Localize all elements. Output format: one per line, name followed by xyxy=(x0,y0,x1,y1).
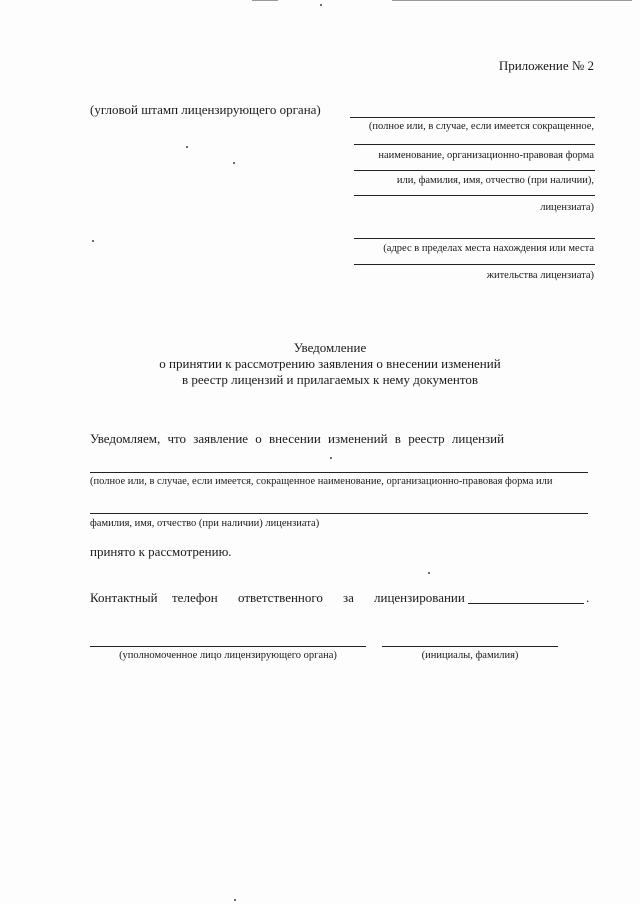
licensee-name-hint-2: фамилия, имя, отчество (при наличии) лицензиата) xyxy=(90,518,320,529)
licensee-name-hint-1: (полное или, в случае, если имеется, сокращенное наименование, организационно-правовая форма или xyxy=(90,476,553,487)
addressee-hint-4: лицензиата) xyxy=(540,202,594,213)
addressee-line-2 xyxy=(354,144,595,145)
contact-word-3: ответственного xyxy=(238,590,323,605)
phone-field-line xyxy=(468,603,584,604)
contact-word-1: Контактный xyxy=(90,590,158,605)
contact-word-5: лицензировании xyxy=(374,590,465,605)
addressee-hint-6: жительства лицензиата) xyxy=(486,270,594,281)
scan-speck xyxy=(233,162,235,164)
signature-hint-right: (инициалы, фамилия) xyxy=(421,650,519,661)
scan-speck xyxy=(330,457,332,459)
addressee-hint-3: или, фамилия, имя, отчество (при наличии), xyxy=(396,175,594,186)
addressee-hint-1: (полное или, в случае, если имеется сокращенное, xyxy=(368,121,594,132)
top-mark-line-right xyxy=(392,0,632,1)
contact-end-period: . xyxy=(586,590,590,605)
accepted-text: принято к рассмотрению. xyxy=(90,544,232,559)
addressee-line-3 xyxy=(354,170,595,171)
notice-text: Уведомляем, что заявление о внесении изменений в реестр лицензий xyxy=(90,431,505,446)
addressee-line-4 xyxy=(354,195,595,196)
addressee-hint-5: (адрес в пределах места нахождения или места xyxy=(383,243,594,254)
licensee-name-line-2 xyxy=(90,513,588,514)
addressee-line-5 xyxy=(354,238,595,239)
addressee-hint-2: наименование, организационно-правовая форма xyxy=(378,150,594,161)
signature-line-left xyxy=(90,646,366,647)
contact-word-2: телефон xyxy=(172,590,218,605)
corner-stamp-label: (угловой штамп лицензирующего органа) xyxy=(90,102,321,117)
scan-speck xyxy=(234,899,236,901)
document-subtitle-2: в реестр лицензий и прилагаемых к нему документов xyxy=(182,372,478,387)
appendix-label: Приложение № 2 xyxy=(498,58,594,73)
signature-line-right xyxy=(382,646,558,647)
scan-speck xyxy=(92,240,94,242)
scan-speck xyxy=(320,4,322,6)
document-subtitle-1: о принятии к рассмотрению заявления о внесении изменений xyxy=(159,356,501,371)
top-mark-line xyxy=(252,0,278,1)
signature-hint-left: (уполномоченное лицо лицензирующего органа) xyxy=(119,650,337,661)
licensee-name-line-1 xyxy=(90,472,588,473)
scan-speck xyxy=(428,572,430,574)
document-title: Уведомление xyxy=(293,340,367,355)
contact-word-4: за xyxy=(343,590,354,605)
scan-speck xyxy=(186,146,188,148)
addressee-line-1 xyxy=(350,117,595,118)
addressee-line-6 xyxy=(354,264,595,265)
